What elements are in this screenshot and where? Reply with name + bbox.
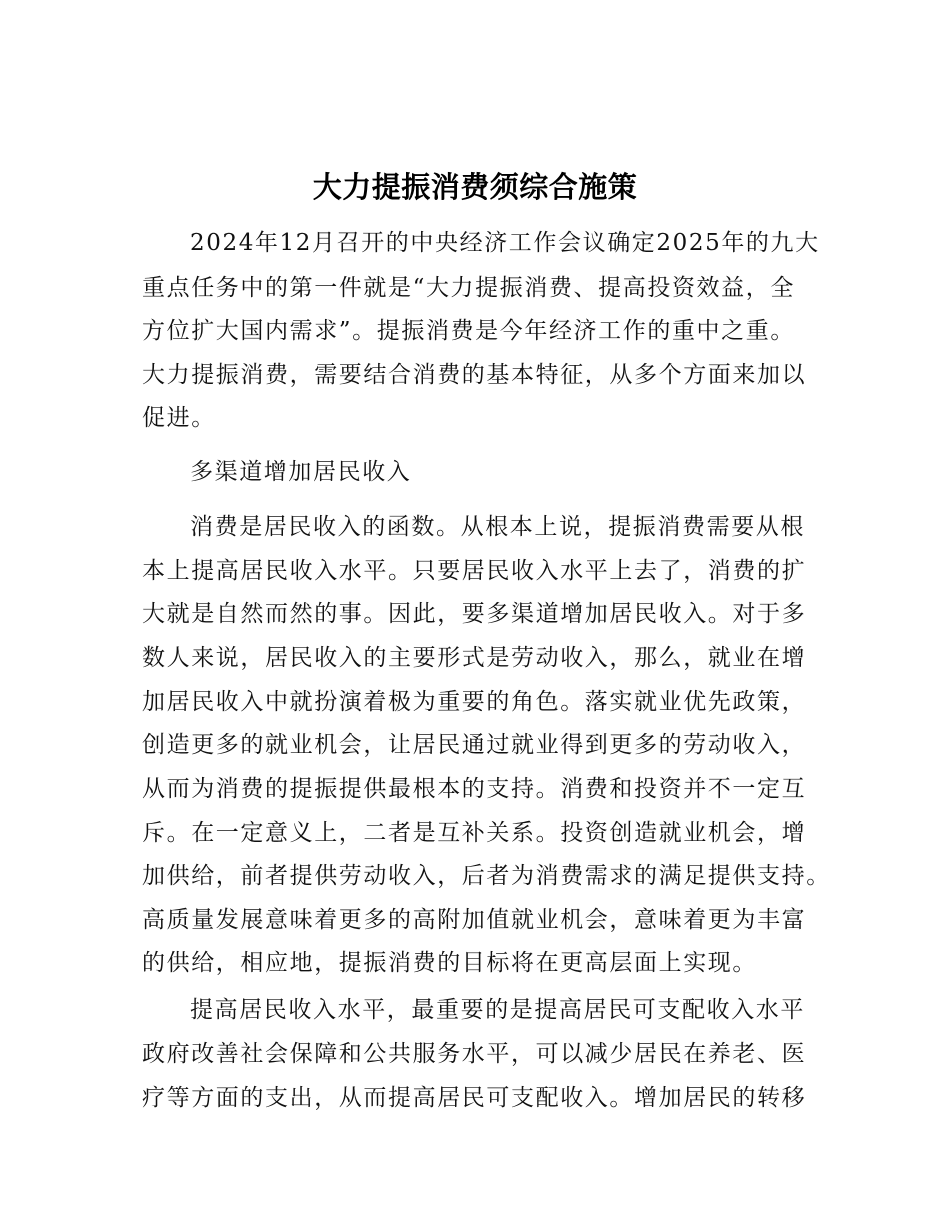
paragraph-2-line-1: 消费是居民收入的函数。从根本上说，提振消费需要从根 (190, 514, 805, 540)
section-heading: 多渠道增加居民收入 (190, 459, 412, 485)
paragraph-2-line-9: 加供给，前者提供劳动收入，后者为消费需求的满足提供支持。 (142, 863, 831, 889)
paragraph-1-line-2: 重点任务中的第一件就是“大力提振消费、提高投资效益，全 (142, 275, 795, 301)
paragraph-2-line-7: 从而为消费的提振提供最根本的支持。消费和投资并不一定互 (142, 776, 807, 802)
paragraph-3-line-3: 疗等方面的支出，从而提高居民可支配收入。增加居民的转移 (142, 1085, 807, 1111)
paragraph-2-line-2: 本上提高居民收入水平。只要居民收入水平上去了，消费的扩 (142, 558, 807, 584)
paragraph-1-line-1: 2024年12月召开的中央经济工作会议确定2025年的九大 (190, 230, 820, 256)
paragraph-1-line-4: 大力提振消费，需要结合消费的基本特征，从多个方面来加以 (142, 362, 807, 388)
paragraph-2-line-5: 加居民收入中就扮演着极为重要的角色。落实就业优先政策， (142, 689, 807, 715)
paragraph-1-line-5: 促进。 (142, 405, 216, 431)
paragraph-2-line-4: 数人来说，居民收入的主要形式是劳动收入，那么，就业在增 (142, 645, 807, 671)
paragraph-2-line-8: 斥。在一定意义上，二者是互补关系。投资创造就业机会，增 (142, 820, 807, 846)
paragraph-2-line-3: 大就是自然而然的事。因此，要多渠道增加居民收入。对于多 (142, 601, 807, 627)
paragraph-3-line-1: 提高居民收入水平，最重要的是提高居民可支配收入水平 (190, 997, 805, 1023)
paragraph-2-line-10: 高质量发展意味着更多的高附加值就业机会，意味着更为丰富 (142, 907, 807, 933)
paragraph-1-line-3: 方位扩大国内需求”。提振消费是今年经济工作的重中之重。 (142, 318, 795, 344)
paragraph-2-line-11: 的供给，相应地，提振消费的目标将在更高层面上实现。 (142, 950, 757, 976)
paragraph-2-line-6: 创造更多的就业机会，让居民通过就业得到更多的劳动收入， (142, 732, 807, 758)
paragraph-3-line-2: 政府改善社会保障和公共服务水平，可以减少居民在养老、医 (142, 1041, 807, 1067)
document-title: 大力提振消费须综合施策 (312, 170, 638, 204)
